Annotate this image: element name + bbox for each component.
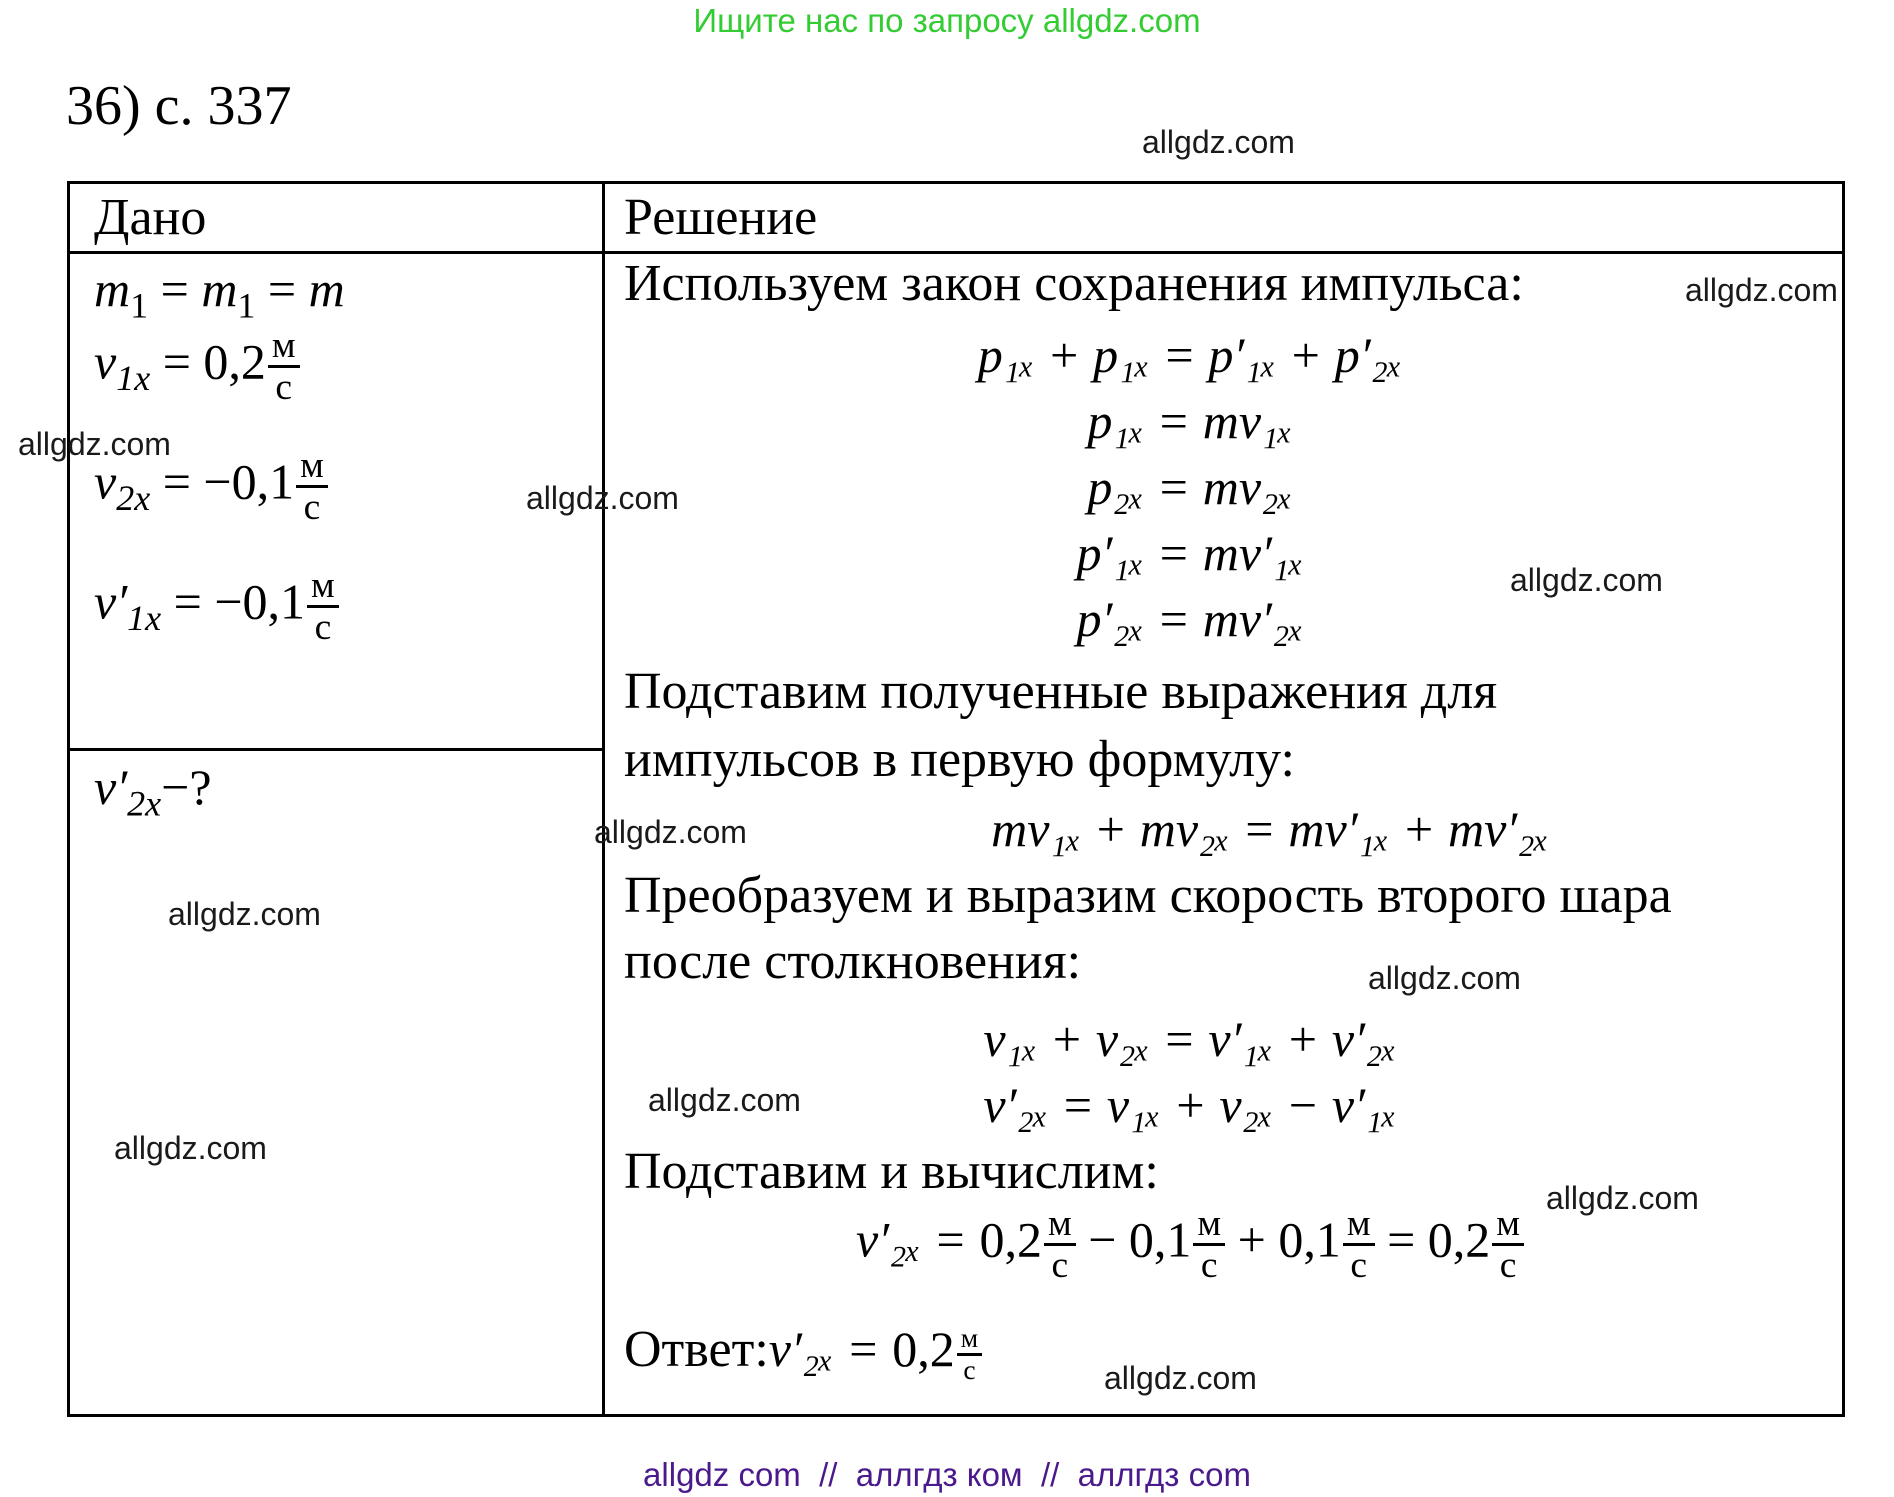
task-heading: 36) с. 337	[66, 75, 292, 137]
formula-p1x-prime: p′₁ₓ = mv′₁ₓ	[1076, 525, 1304, 581]
answer-line: Ответ:v′₂ₓ = 0,2 $\frac{м}{с}$	[624, 1320, 982, 1385]
watermark: allgdz.com	[1546, 1180, 1699, 1216]
footer-links[interactable]: allgdz com // аллгдз ком // аллгдз com	[643, 1456, 1251, 1493]
given-v1x-prime-equation: $v'_{1x} = -0,1$ $\frac{м}{с}$	[94, 566, 339, 648]
answer-formula: v′₂ₓ = 0,2 $\frac{м}{с}$	[769, 1321, 982, 1377]
solution-text-4: Преобразуем и выразим скорость второго шара	[624, 867, 1672, 924]
find-quantity: $v'_{2x}-$?	[94, 759, 212, 824]
formula-velocities: v₁ₓ + v₂ₓ = v′₁ₓ + v′₂ₓ	[983, 1011, 1397, 1067]
watermark: allgdz.com	[1685, 272, 1838, 308]
watermark: allgdz.com	[1510, 562, 1663, 598]
formula-p1x: p₁ₓ = mv₁ₓ	[1087, 393, 1293, 449]
formula-p2x-prime: p′₂ₓ = mv′₂ₓ	[1076, 591, 1304, 647]
given-find-divider	[70, 748, 605, 751]
given-v1x-equation: $v_{1x} = 0,2$ $\frac{м}{с}$	[94, 326, 300, 408]
given-mass-equation: $m_1 = m_1 = m$	[94, 261, 345, 326]
solution-text-2: Подставим полученные выражения для	[624, 663, 1498, 720]
formula-v2x-prime-expression: v′₂ₓ = v₁ₓ + v₂ₓ − v′₁ₓ	[983, 1077, 1397, 1133]
watermark: allgdz.com	[168, 896, 321, 932]
solution-text-1: Используем закон сохранения импульса:	[624, 255, 1524, 312]
solution-header: Решение	[624, 189, 818, 246]
watermark: allgdz.com	[526, 480, 679, 516]
formula-p2x: p₂ₓ = mv₂ₓ	[1087, 459, 1293, 515]
watermark: allgdz.com	[594, 814, 747, 850]
search-banner[interactable]: Ищите нас по запросу allgdz.com	[693, 2, 1201, 39]
column-divider	[602, 184, 605, 1414]
formula-substituted: mv₁ₓ + mv₂ₓ = mv′₁ₓ + mv′₂ₓ	[991, 801, 1549, 857]
watermark: allgdz.com	[648, 1082, 801, 1118]
watermark: allgdz.com	[1142, 124, 1295, 160]
watermark: allgdz.com	[18, 426, 171, 462]
watermark: allgdz.com	[1104, 1360, 1257, 1396]
formula-momentum-conservation: p₁ₓ + p₁ₓ = p′₁ₓ + p′₂ₓ	[977, 327, 1403, 383]
given-v2x-equation: $v_{2x} = -0,1$ $\frac{м}{с}$	[94, 446, 328, 528]
watermark: allgdz.com	[1368, 960, 1521, 996]
solution-table	[67, 181, 1845, 1417]
given-header: Дано	[94, 189, 207, 246]
solution-text-6: Подставим и вычислим:	[624, 1143, 1159, 1200]
watermark: allgdz.com	[114, 1130, 267, 1166]
solution-text-5: после столкновения:	[624, 933, 1082, 990]
formula-calculation: v′₂ₓ = 0,2 $\frac{м}{с}$ − 0,1 $\frac{м}{с}$ + 0,1 $\frac{м}{с}$ = 0,2 $\frac{м}{с}$	[615, 1204, 1765, 1286]
solution-text-3: импульсов в первую формулу:	[624, 731, 1295, 788]
